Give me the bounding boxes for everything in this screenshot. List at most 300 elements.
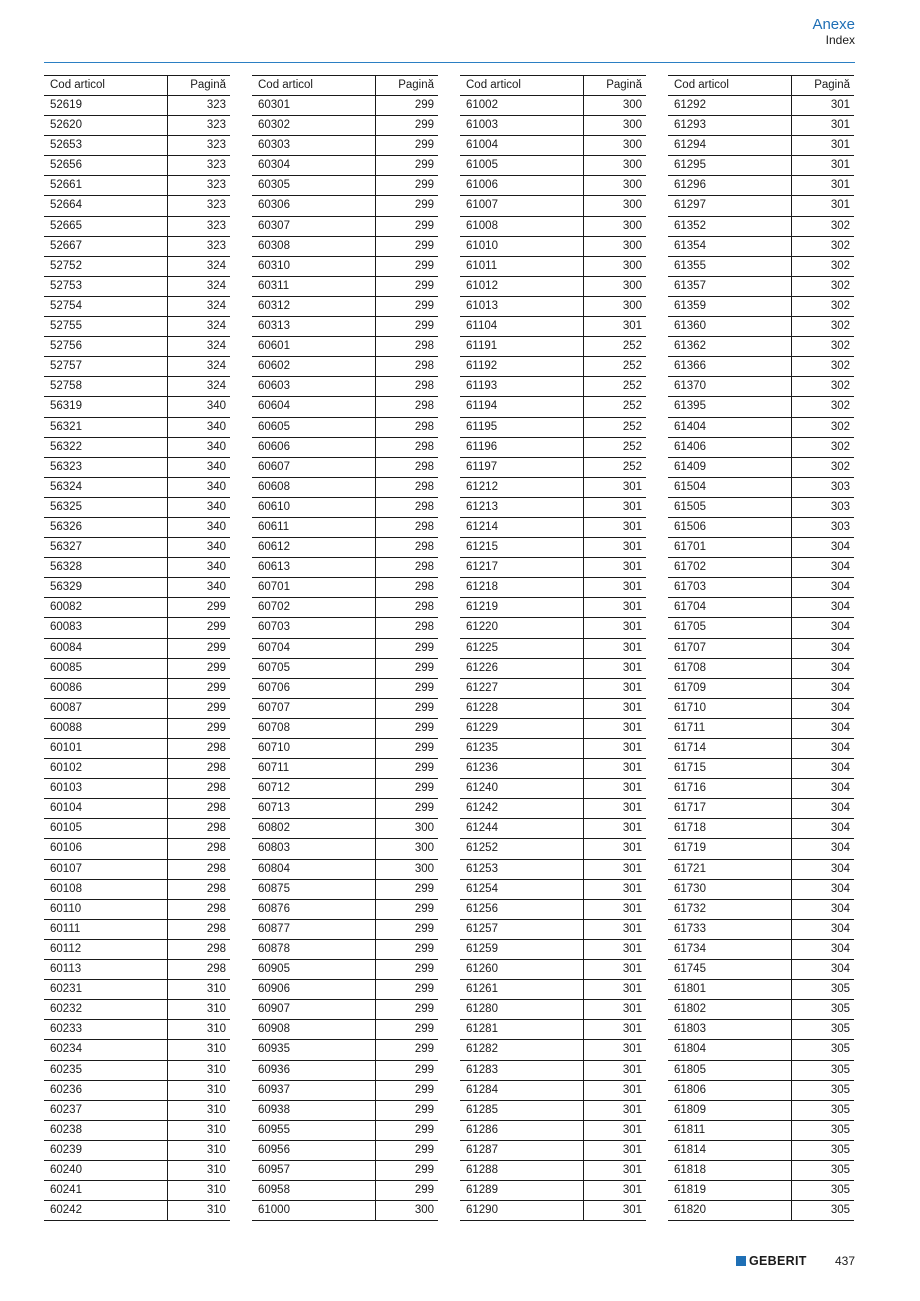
- page-ref: 302: [830, 440, 850, 453]
- article-code: 61711: [674, 721, 706, 734]
- article-code: 52664: [50, 199, 82, 212]
- table-row: [460, 1121, 646, 1141]
- column-divider: [375, 860, 376, 880]
- page-ref: 299: [414, 882, 434, 895]
- column-divider: [583, 1201, 584, 1221]
- page-ref: 298: [414, 440, 434, 453]
- article-code: 61282: [466, 1043, 498, 1056]
- column-divider: [167, 1020, 168, 1040]
- table-row: [252, 659, 438, 679]
- table-row: [252, 337, 438, 357]
- table-row: [252, 116, 438, 136]
- article-code: 61196: [466, 440, 498, 453]
- page-ref: 302: [830, 380, 850, 393]
- page-ref: 298: [414, 520, 434, 533]
- article-code: 61008: [466, 219, 498, 232]
- column-divider: [583, 337, 584, 357]
- table-row: [668, 498, 854, 518]
- article-code: 60876: [258, 902, 290, 915]
- table-row: [460, 96, 646, 116]
- column-divider: [583, 558, 584, 578]
- column-divider: [375, 799, 376, 819]
- article-code: 52653: [50, 139, 82, 152]
- article-code: 61219: [466, 601, 498, 614]
- table-row: [460, 136, 646, 156]
- column-divider: [167, 799, 168, 819]
- table-row: [668, 418, 854, 438]
- article-code: 52755: [50, 320, 82, 333]
- article-code: 61220: [466, 621, 498, 634]
- page-ref: 310: [206, 1043, 226, 1056]
- table-row: [252, 277, 438, 297]
- table-row: [460, 558, 646, 578]
- column-divider: [791, 940, 792, 960]
- page-ref: 301: [622, 902, 642, 915]
- article-code: 61395: [674, 400, 706, 413]
- table-row: [252, 1101, 438, 1121]
- table-row: [252, 538, 438, 558]
- table-row: [252, 1201, 438, 1221]
- page-ref: 301: [622, 1063, 642, 1076]
- page-ref: 298: [414, 400, 434, 413]
- page-ref: 299: [414, 219, 434, 232]
- article-code: 60311: [258, 279, 290, 292]
- article-code: 60238: [50, 1123, 82, 1136]
- column-divider: [167, 639, 168, 659]
- column-divider: [791, 297, 792, 317]
- table-row: [44, 759, 230, 779]
- page-ref: 305: [830, 1163, 850, 1176]
- article-code: 60601: [258, 340, 290, 353]
- article-code: 52757: [50, 360, 82, 373]
- table-row: [668, 237, 854, 257]
- column-divider: [583, 739, 584, 759]
- table-row: [668, 1101, 854, 1121]
- article-code: 60106: [50, 842, 82, 855]
- page-ref: 299: [414, 119, 434, 132]
- column-divider: [375, 679, 376, 699]
- column-divider: [375, 940, 376, 960]
- column-divider: [375, 819, 376, 839]
- column-divider: [375, 960, 376, 980]
- article-code: 61811: [674, 1123, 706, 1136]
- table-row: [252, 900, 438, 920]
- page-ref: 252: [622, 380, 642, 393]
- page-ref: 304: [830, 902, 850, 915]
- article-code: 61228: [466, 701, 498, 714]
- article-code: 60936: [258, 1063, 290, 1076]
- table-row: [252, 860, 438, 880]
- article-code: 60803: [258, 842, 290, 855]
- article-code: 61814: [674, 1143, 706, 1156]
- article-code: 52661: [50, 179, 82, 192]
- column-divider: [583, 1061, 584, 1081]
- page-ref: 302: [830, 279, 850, 292]
- table-row: [44, 538, 230, 558]
- table-row: [44, 1000, 230, 1020]
- column-divider: [791, 357, 792, 377]
- table-row: [252, 799, 438, 819]
- article-code: 61197: [466, 460, 498, 473]
- column-divider: [375, 156, 376, 176]
- page-ref: 301: [830, 199, 850, 212]
- column-divider: [375, 237, 376, 257]
- page-ref: 298: [414, 541, 434, 554]
- table-row: [44, 498, 230, 518]
- column-divider: [583, 1000, 584, 1020]
- column-divider: [167, 518, 168, 538]
- column-divider: [583, 1161, 584, 1181]
- article-code: 60704: [258, 641, 290, 654]
- page-ref: 299: [414, 99, 434, 111]
- article-code: 60083: [50, 621, 82, 634]
- column-divider: [791, 1040, 792, 1060]
- table-row: [252, 558, 438, 578]
- page-ref: 305: [830, 1083, 850, 1096]
- article-code: 60301: [258, 99, 290, 111]
- column-divider: [583, 980, 584, 1000]
- index-column: [668, 75, 854, 1221]
- page-ref: 302: [830, 239, 850, 252]
- page-ref: 299: [206, 621, 226, 634]
- table-row: [44, 819, 230, 839]
- article-code: 60086: [50, 681, 82, 694]
- table-row: [44, 1201, 230, 1221]
- table-row: [44, 237, 230, 257]
- table-row: [460, 1101, 646, 1121]
- table-row: [460, 739, 646, 759]
- header-page: Pagină: [398, 79, 434, 91]
- column-divider: [375, 397, 376, 417]
- column-divider: [583, 940, 584, 960]
- article-code: 60607: [258, 460, 290, 473]
- article-code: 60706: [258, 681, 290, 694]
- page-ref: 340: [206, 541, 226, 554]
- page-ref: 299: [414, 279, 434, 292]
- article-code: 56326: [50, 520, 82, 533]
- table-row: [44, 438, 230, 458]
- article-code: 61003: [466, 119, 498, 132]
- article-code: 60956: [258, 1143, 290, 1156]
- column-divider: [375, 1061, 376, 1081]
- column-divider: [375, 779, 376, 799]
- article-code: 61409: [674, 460, 706, 473]
- page-ref: 302: [830, 259, 850, 272]
- article-code: 61506: [674, 520, 706, 533]
- table-row: [252, 1081, 438, 1101]
- page-ref: 301: [622, 882, 642, 895]
- article-code: 61011: [466, 259, 498, 272]
- table-row: [460, 1161, 646, 1181]
- column-divider: [583, 498, 584, 518]
- page-ref: 299: [206, 641, 226, 654]
- table-row: [460, 799, 646, 819]
- table-row: [252, 759, 438, 779]
- page-ref: 301: [622, 681, 642, 694]
- page-ref: 304: [830, 862, 850, 875]
- table-row: [668, 357, 854, 377]
- article-code: 61236: [466, 762, 498, 775]
- page-ref: 310: [206, 1083, 226, 1096]
- page-ref: 298: [414, 420, 434, 433]
- column-divider: [791, 1101, 792, 1121]
- page-ref: 299: [414, 239, 434, 252]
- table-row: [44, 196, 230, 216]
- column-divider: [791, 659, 792, 679]
- table-row: [460, 1020, 646, 1040]
- article-code: 61809: [674, 1103, 706, 1116]
- article-code: 61217: [466, 561, 498, 574]
- column-divider: [167, 980, 168, 1000]
- table-row: [668, 1161, 854, 1181]
- table-row: [460, 659, 646, 679]
- table-row: [252, 257, 438, 277]
- article-code: 60613: [258, 561, 290, 574]
- table-row: [252, 960, 438, 980]
- page-number: 437: [834, 1254, 855, 1268]
- table-row: [44, 1061, 230, 1081]
- page-ref: 299: [414, 1184, 434, 1197]
- article-code: 61194: [466, 400, 498, 413]
- page-ref: 301: [622, 661, 642, 674]
- article-code: 60310: [258, 259, 290, 272]
- page-ref: 302: [830, 340, 850, 353]
- page-ref: 299: [414, 1143, 434, 1156]
- page-ref: 301: [622, 641, 642, 654]
- column-divider: [167, 357, 168, 377]
- table-row: [252, 176, 438, 196]
- table-row: [460, 719, 646, 739]
- page-ref: 299: [414, 681, 434, 694]
- page-ref: 323: [206, 199, 226, 212]
- column-divider: [791, 1141, 792, 1161]
- column-divider: [167, 880, 168, 900]
- article-code: 61284: [466, 1083, 498, 1096]
- column-divider: [375, 880, 376, 900]
- column-divider: [791, 76, 792, 96]
- page-ref: 301: [830, 119, 850, 132]
- article-code: 60087: [50, 701, 82, 714]
- table-row: [44, 558, 230, 578]
- column-divider: [791, 980, 792, 1000]
- column-divider: [791, 558, 792, 578]
- page-ref: 301: [622, 1143, 642, 1156]
- table-row: [252, 1161, 438, 1181]
- page-ref: 304: [830, 942, 850, 955]
- column-divider: [791, 1081, 792, 1101]
- article-code: 61354: [674, 239, 706, 252]
- table-row: [668, 759, 854, 779]
- article-code: 61192: [466, 360, 498, 373]
- table-row: [252, 639, 438, 659]
- column-divider: [583, 819, 584, 839]
- article-code: 61709: [674, 681, 706, 694]
- page-ref: 305: [830, 1184, 850, 1197]
- article-code: 61704: [674, 601, 706, 614]
- page-ref: 298: [206, 963, 226, 976]
- article-code: 61240: [466, 782, 498, 795]
- article-code: 60234: [50, 1043, 82, 1056]
- column-divider: [375, 277, 376, 297]
- table-row: [668, 1061, 854, 1081]
- article-code: 56324: [50, 480, 82, 493]
- article-code: 61260: [466, 963, 498, 976]
- article-code: 61707: [674, 641, 706, 654]
- table-row: [252, 618, 438, 638]
- table-row: [460, 217, 646, 237]
- column-divider: [167, 1000, 168, 1020]
- column-divider: [167, 1081, 168, 1101]
- column-divider: [375, 1121, 376, 1141]
- article-code: 60712: [258, 782, 290, 795]
- page-ref: 300: [622, 119, 642, 132]
- page-ref: 304: [830, 742, 850, 754]
- article-code: 60084: [50, 641, 82, 654]
- article-code: 60313: [258, 320, 290, 333]
- page-ref: 252: [622, 420, 642, 433]
- column-divider: [791, 196, 792, 216]
- column-divider: [583, 317, 584, 337]
- column-divider: [375, 538, 376, 558]
- column-divider: [791, 538, 792, 558]
- page-ref: 301: [622, 500, 642, 513]
- column-divider: [791, 900, 792, 920]
- page-ref: 304: [830, 641, 850, 654]
- table-row: [44, 418, 230, 438]
- page-ref: 298: [206, 742, 226, 754]
- column-divider: [167, 819, 168, 839]
- column-divider: [791, 598, 792, 618]
- column-divider: [583, 257, 584, 277]
- table-row: [44, 739, 230, 759]
- article-code: 60307: [258, 219, 290, 232]
- column-divider: [375, 1020, 376, 1040]
- table-row: [668, 558, 854, 578]
- page-ref: 301: [622, 1083, 642, 1096]
- table-row: [460, 1081, 646, 1101]
- article-code: 60958: [258, 1184, 290, 1197]
- column-divider: [791, 237, 792, 257]
- page-ref: 301: [622, 480, 642, 493]
- article-code: 61214: [466, 520, 498, 533]
- table-row: [252, 578, 438, 598]
- table-row: [460, 257, 646, 277]
- header-rule: [44, 62, 855, 63]
- column-divider: [583, 578, 584, 598]
- column-divider: [167, 217, 168, 237]
- column-divider: [375, 759, 376, 779]
- column-divider: [583, 438, 584, 458]
- column-divider: [791, 116, 792, 136]
- article-code: 60231: [50, 983, 82, 996]
- page-ref: 299: [414, 1003, 434, 1016]
- page-ref: 301: [622, 942, 642, 955]
- page-ref: 304: [830, 762, 850, 775]
- page-ref: 301: [622, 601, 642, 614]
- page-ref: 299: [414, 742, 434, 754]
- table-row: [44, 297, 230, 317]
- column-divider: [375, 136, 376, 156]
- article-code: 61281: [466, 1023, 498, 1036]
- article-code: 61253: [466, 862, 498, 875]
- article-code: 61215: [466, 541, 498, 554]
- page-ref: 301: [622, 621, 642, 634]
- table-row: [460, 1000, 646, 1020]
- article-code: 61257: [466, 922, 498, 935]
- page-ref: 323: [206, 179, 226, 192]
- table-row: [44, 799, 230, 819]
- article-code: 60082: [50, 601, 82, 614]
- page-ref: 301: [830, 179, 850, 192]
- table-row: [252, 940, 438, 960]
- article-code: 61820: [674, 1204, 706, 1217]
- article-code: 60710: [258, 742, 290, 754]
- page-ref: 302: [830, 320, 850, 333]
- article-code: 60302: [258, 119, 290, 132]
- column-divider: [375, 297, 376, 317]
- article-code: 56329: [50, 581, 82, 594]
- page-ref: 298: [414, 621, 434, 634]
- page-ref: 304: [830, 661, 850, 674]
- page-ref: 340: [206, 581, 226, 594]
- table-row: [668, 317, 854, 337]
- column-divider: [167, 458, 168, 478]
- column-divider: [791, 779, 792, 799]
- page-ref: 298: [206, 882, 226, 895]
- article-code: 60112: [50, 942, 82, 955]
- page-ref: 299: [414, 199, 434, 212]
- page-ref: 323: [206, 159, 226, 172]
- column-divider: [167, 136, 168, 156]
- column-divider: [167, 1121, 168, 1141]
- article-code: 60110: [50, 902, 82, 915]
- page-ref: 300: [622, 299, 642, 312]
- page-ref: 323: [206, 219, 226, 232]
- article-code: 61803: [674, 1023, 706, 1036]
- article-code: 61286: [466, 1123, 498, 1136]
- article-code: 61362: [674, 340, 706, 353]
- article-code: 60907: [258, 1003, 290, 1016]
- page-ref: 299: [206, 721, 226, 734]
- column-divider: [583, 679, 584, 699]
- article-code: 61733: [674, 922, 706, 935]
- page-ref: 299: [206, 701, 226, 714]
- column-divider: [791, 176, 792, 196]
- page-ref: 305: [830, 1023, 850, 1036]
- table-row: [460, 1201, 646, 1221]
- column-divider: [375, 618, 376, 638]
- column-divider: [167, 96, 168, 116]
- column-divider: [167, 377, 168, 397]
- page-ref: 299: [414, 762, 434, 775]
- page-ref: 301: [622, 1023, 642, 1036]
- table-row: [252, 96, 438, 116]
- table-row: [44, 1101, 230, 1121]
- article-code: 61290: [466, 1204, 498, 1217]
- column-divider: [375, 438, 376, 458]
- page-ref: 300: [622, 199, 642, 212]
- table-row: [668, 397, 854, 417]
- page-ref: 301: [830, 139, 850, 152]
- column-divider: [583, 76, 584, 96]
- page-ref: 301: [622, 862, 642, 875]
- article-code: 60703: [258, 621, 290, 634]
- table-row: [460, 518, 646, 538]
- article-code: 61005: [466, 159, 498, 172]
- table-row: [44, 980, 230, 1000]
- article-code: 60233: [50, 1023, 82, 1036]
- table-row: [252, 1000, 438, 1020]
